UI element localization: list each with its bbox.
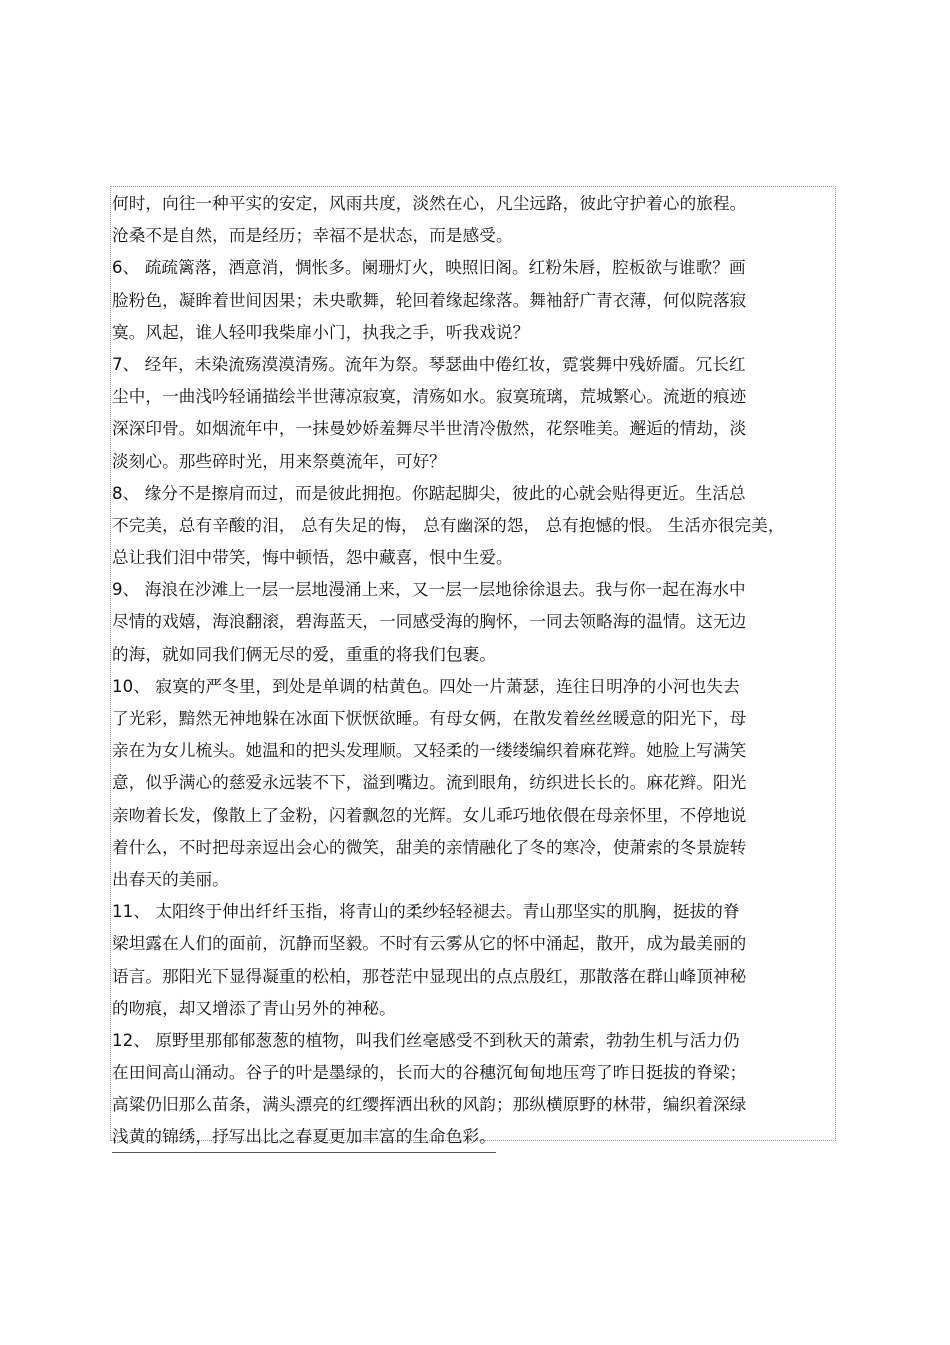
text-line: 11、 太阳终于伸出纤纤玉指，将青山的柔纱轻轻褪去。青山那坚实的肌胸，挺拔的脊 <box>112 902 740 922</box>
text-line: 尽情的戏嬉，海浪翻滚，碧海蓝天，一同感受海的胸怀，一同去领略海的温情。这无边 <box>112 612 747 632</box>
text-line: 在田间高山涌动。谷子的叶是墨绿的，长而大的谷穗沉甸甸地压弯了昨日挺拔的脊梁； <box>112 1063 747 1083</box>
text-line: 脸粉色，凝眸着世间因果；未央歌舞，轮回着缘起缘落。舞袖舒广青衣薄，何似院落寂 <box>112 290 747 310</box>
text-line: 的海，就如同我们俩无尽的爱，重重的将我们包裹。 <box>112 644 496 664</box>
text-line: 不完美，总有辛酸的泪， 总有失足的悔， 总有幽深的怨， 总有抱憾的恨。 生活亦很完美， <box>112 515 785 535</box>
text-line: 出春天的美丽。 <box>112 869 229 889</box>
text-line: 8、 缘分不是擦肩而过，而是彼此拥抱。你踮起脚尖，彼此的心就会贴得更近。生活总 <box>112 483 746 503</box>
text-line: 淡刻心。那些碎时光，用来祭奠流年，可好？ <box>112 451 446 471</box>
text-line: 着什么，不时把母亲逗出会心的微笑，甜美的亲情融化了冬的寒冷，使萧索的冬景旋转 <box>112 837 747 857</box>
text-line: 亲吻着长发，像散上了金粉，闪着飘忽的光辉。女儿乖巧地依偎在母亲怀里，不停地说 <box>112 805 747 825</box>
text-line: 何时，向往一种平实的安定，风雨共度，淡然在心，凡尘远路，彼此守护着心的旅程。 <box>112 194 747 213</box>
text-line: 浅黄的锦绣，抒写出比之春夏更加丰富的生命色彩。 <box>112 1121 496 1153</box>
text-line: 深深印骨。如烟流年中，一抹曼妙娇羞舞尽半世清冷傲然，花祭唯美。邂逅的情劫，淡 <box>112 419 747 439</box>
text-line: 尘中，一曲浅吟轻诵描绘半世薄凉寂寞，清殇如水。寂寞琉璃，荒城繁心。流逝的痕迹 <box>112 387 747 407</box>
text-line: 高粱仍旧那么苗条，满头漂亮的红缨挥洒出秋的风韵；那纵横原野的林带，编织着深绿 <box>112 1095 747 1115</box>
text-line: 寞。风起，谁人轻叩我柴扉小门，执我之手，听我戏说？ <box>112 322 530 342</box>
text-line: 总让我们泪中带笑，悔中顿悟，怨中藏喜，恨中生爱。 <box>112 548 513 568</box>
text-line: 亲在为女儿梳头。她温和的把头发理顺。又轻柔的一缕缕编织着麻花辫。她脸上写满笑 <box>112 741 747 761</box>
text-line: 意，似乎满心的慈爱永远装不下，溢到嘴边。流到眼角，纺织进长长的。麻花辫。阳光 <box>112 773 747 793</box>
text-line: 的吻痕，却又增添了青山另外的神秘。 <box>112 998 396 1018</box>
text-line: 7、 经年，未染流殇漠漠清殇。流年为祭。琴瑟曲中倦红妆，霓裳舞中残娇靥。冗长红 <box>112 354 746 374</box>
text-line: 梁坦露在人们的面前，沉静而坚毅。不时有云雾从它的怀中涌起，散开，成为最美丽的 <box>112 934 747 954</box>
text-line: 沧桑不是自然，而是经历；幸福不是状态，而是感受。 <box>112 226 513 246</box>
text-line: 6、 疏疏篱落，酒意消，惆怅多。阑珊灯火，映照旧阁。红粉朱唇，腔板欲与谁歌？画 <box>112 258 746 278</box>
text-line: 9、 海浪在沙滩上一层一层地漫涌上来，又一层一层地徐徐退去。我与你一起在海水中 <box>112 580 746 600</box>
text-line: 语言。那阳光下显得凝重的松柏，那苍茫中显现出的点点殷红，那散落在群山峰顶神秘 <box>112 966 747 986</box>
text-body <box>112 188 836 1153</box>
text-line: 12、 原野里那郁郁葱葱的植物，叫我们丝毫感受不到秋天的萧索，勃勃生机与活力仍 <box>112 1030 740 1050</box>
text-line: 10、 寂寞的严冬里，到处是单调的枯黄色。四处一片萧瑟，连往日明净的小河也失去 <box>112 676 740 696</box>
text-line: 了光彩，黯然无神地躲在冰面下恹恹欲睡。有母女俩，在散发着丝丝暖意的阳光下，母 <box>112 709 747 728</box>
